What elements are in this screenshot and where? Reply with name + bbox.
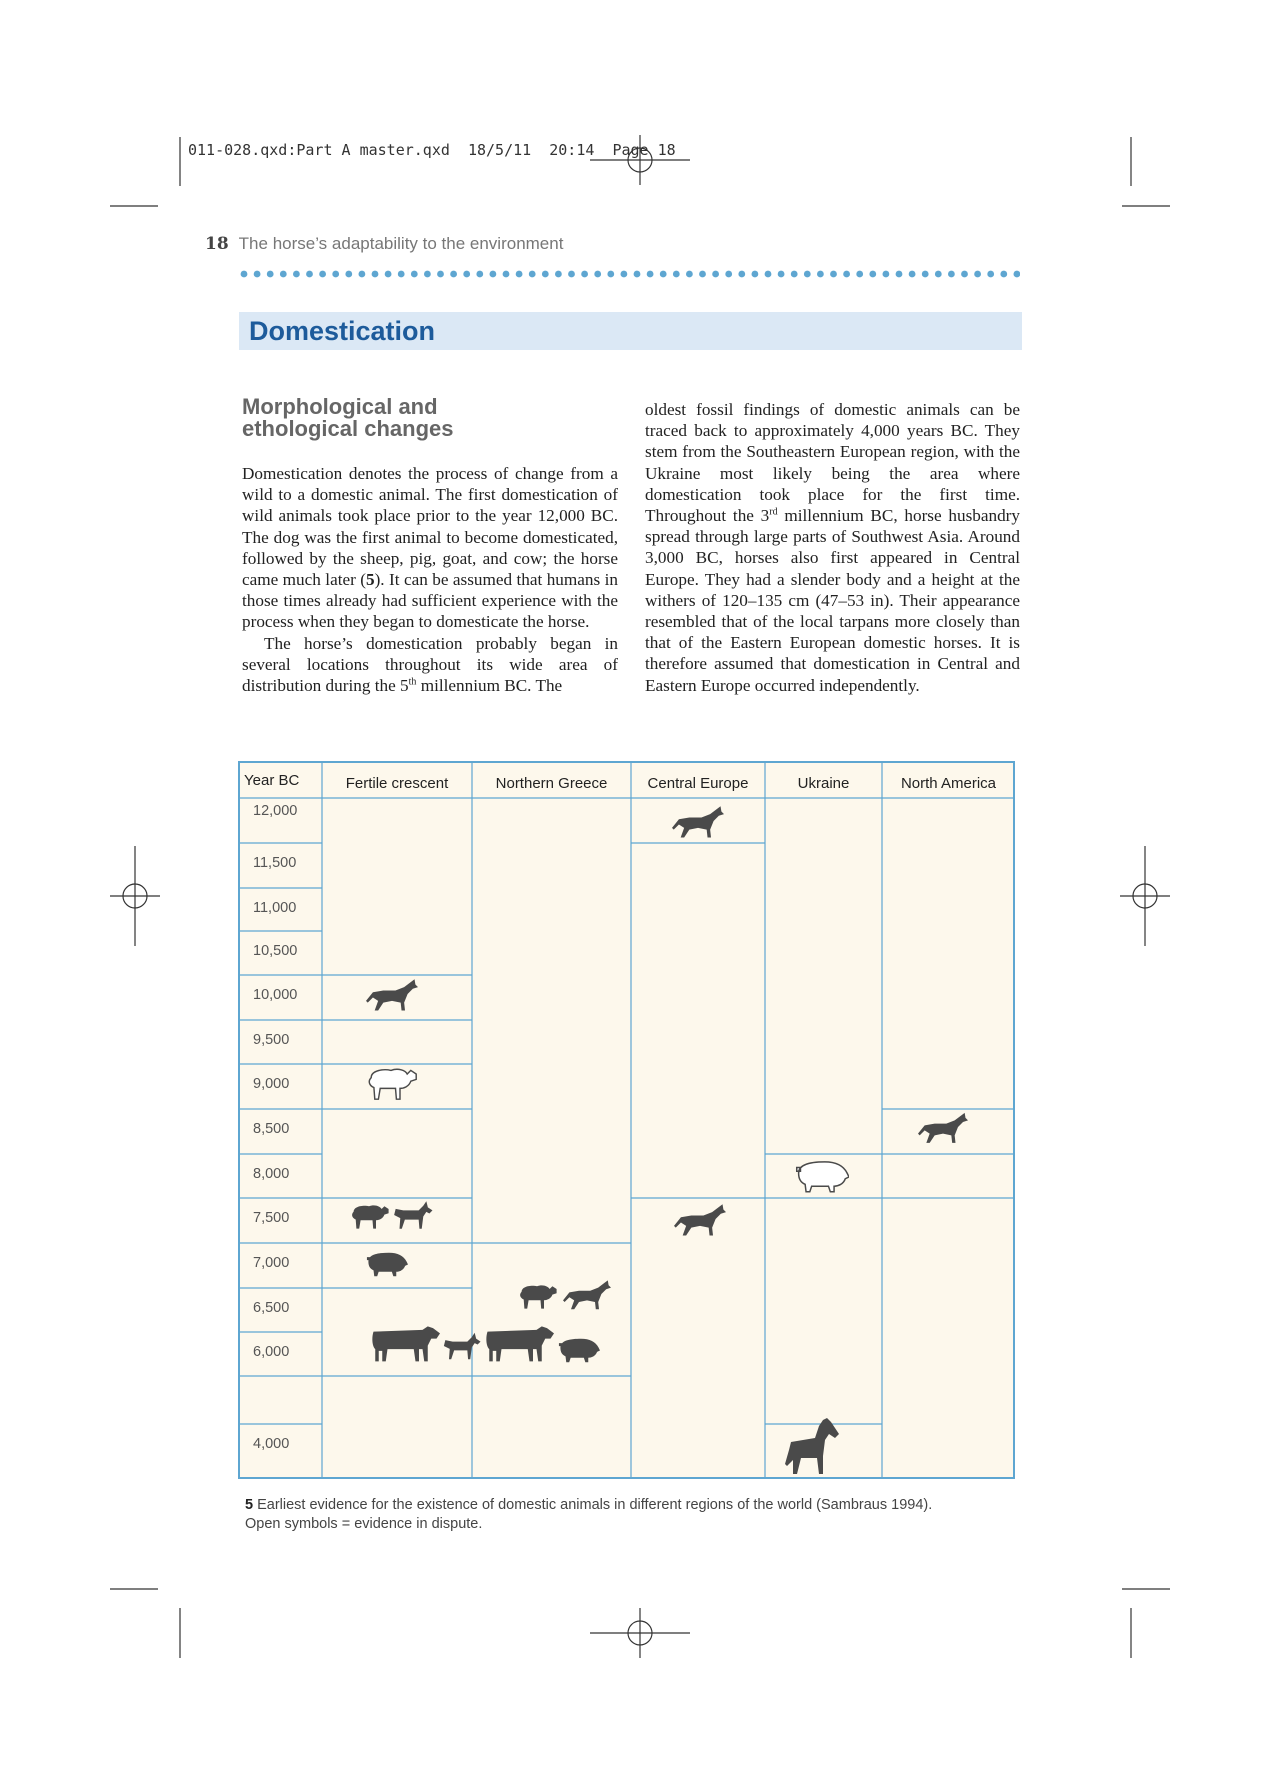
year-label: 10,500	[253, 943, 298, 959]
region-header-central-europe: Central Europe	[647, 775, 749, 792]
body-column-left	[242, 463, 618, 696]
caption-number: 5	[245, 1497, 254, 1513]
section-banner	[239, 312, 1022, 350]
paragraph-3: oldest fossil findings of domestic animals can be traced back to approximately 4,000 years BC. They stem from the Southeastern European region, with the Ukraine most likely being the area where domestication took place for the first time. Throughout the 3rd millennium BC, horse husbandry spread through large parts of Southwest Asia. Around 3,000 BC, horses also first appeared in Central Europe. They had a slender body and a height at the withers of 120–135 cm (47–53 in). Their appearance resembled that of the local tarpans more closely than that of the Eastern European domestic horses. It is therefore assumed that domestication in Central and Eastern Europe occurred independently.	[645, 400, 1020, 695]
subheading-line-2: ethological changes	[242, 416, 454, 441]
figure-caption	[245, 1496, 1025, 1534]
paragraph-1: Domestication denotes the process of change from a wild to a domestic animal. The first domestication of wild animals took place prior to the year 12,000 BC. The dog was the first animal to become domesticated, followed by the sheep, pig, goat, and cow; the horse came much later (5). It can be assumed that humans in those times already had sufficient experience with the process when they began to domesticate the horse.	[242, 464, 618, 632]
year-column-header: Year BC	[244, 772, 300, 789]
domestication-table	[238, 761, 1015, 1479]
region-header-fertile-crescent: Fertile crescent	[345, 775, 449, 792]
year-label: 12,000	[253, 803, 298, 819]
year-label: 6,000	[253, 1344, 290, 1360]
year-label: 8,500	[253, 1121, 290, 1137]
year-label: 9,000	[253, 1076, 290, 1092]
caption-line-2: Open symbols = evidence in dispute.	[245, 1516, 483, 1532]
subheading	[242, 396, 602, 440]
year-label: 9,500	[253, 1032, 290, 1048]
section-title: Domestication	[249, 316, 436, 346]
dotted-rule	[240, 269, 1020, 279]
running-head	[205, 234, 563, 254]
year-label: 11,000	[253, 900, 297, 916]
figure-reference: 5	[365, 570, 375, 590]
year-label: 8,000	[253, 1166, 290, 1182]
year-label: 4,000	[253, 1436, 290, 1452]
year-label: 7,500	[253, 1210, 290, 1226]
year-label: 7,000	[253, 1255, 290, 1271]
prepress-slug: 011-028.qxd:Part A master.qxd 18/5/11 20:14 Page 18	[188, 141, 676, 159]
caption-line-1: 5 Earliest evidence for the existence of domestic animals in different regions of the world (Sambraus 1994).	[245, 1497, 933, 1513]
page-number: 18	[205, 234, 229, 254]
region-header-north-america: North America	[900, 775, 997, 792]
body-column-right	[645, 399, 1020, 696]
year-label: 6,500	[253, 1300, 290, 1316]
paragraph-2: The horse’s domestication probably began in several locations throughout its wide area of distribution during the 5th millennium BC. The	[242, 633, 618, 696]
year-label: 11,500	[253, 855, 297, 871]
region-header-ukraine: Ukraine	[797, 775, 850, 792]
year-label: 10,000	[253, 987, 298, 1003]
running-head-title: The horse’s adaptability to the environment	[238, 234, 564, 253]
subheading-line-1: Morphological and	[242, 394, 438, 419]
region-header-northern-greece: Northern Greece	[495, 775, 608, 792]
